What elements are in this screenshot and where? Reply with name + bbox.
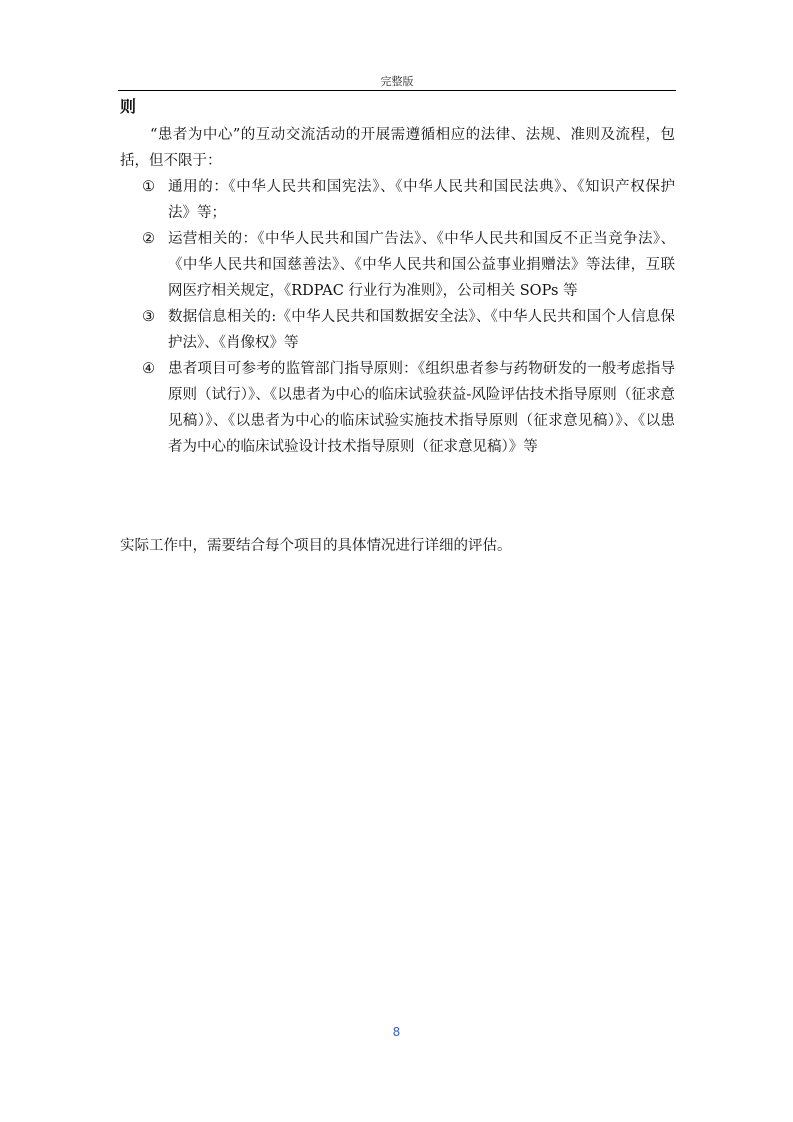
closing-paragraph: 实际工作中，需要结合每个项目的具体情况进行详细的评估。 [120,538,512,554]
list-item [142,356,675,460]
list-item-text: 数据信息相关的:《中华人民共和国数据安全法》、《中华人民共和国个人信息保护法》、《肖像权》等 [168,309,675,351]
list-item-marker: ① [142,179,155,195]
list-item-text: 患者项目可参考的监管部门指导原则：《组织患者参与药物研发的一般考虑指导原则（试行）》、《以患者为中心的临床试验获益-风险评估技术指导原则（征求意见稿）》、《以患者为中心的临床试验实施技术指导原则（征求意见稿）》、《以患者为中心的临床试验设计技术指导原则（征求意见稿）》等 [168,361,675,455]
list-item-marker: ② [142,231,155,247]
page-number: 8 [392,1025,401,1039]
list-item [142,174,675,226]
list-item-marker: ④ [142,361,155,377]
list-item-marker: ③ [142,309,155,325]
list-item-text: 运营相关的：《中华人民共和国广告法》、《中华人民共和国反不正当竞争法》、《中华人民共和国慈善法》、《中华人民共和国公益事业捐赠法》等法律，互联网医疗相关规定，《RDPAC 行业行为准则》，公司相关 SOPs 等 [168,231,675,299]
intro-paragraph: “患者为中心”的互动交流活动的开展需遵循相应的法律、法规、准则及流程，包括，但不限于： [120,127,675,169]
list-item-text: 通用的：《中华人民共和国宪法》、《中华人民共和国民法典》、《知识产权保护法》等； [168,179,675,221]
regulation-list [142,174,675,460]
header-divider [118,90,676,91]
list-item [142,304,675,356]
section-heading-fragment: 则 [120,97,137,116]
page-header-title: 完整版 [380,75,414,88]
list-item [142,226,675,304]
